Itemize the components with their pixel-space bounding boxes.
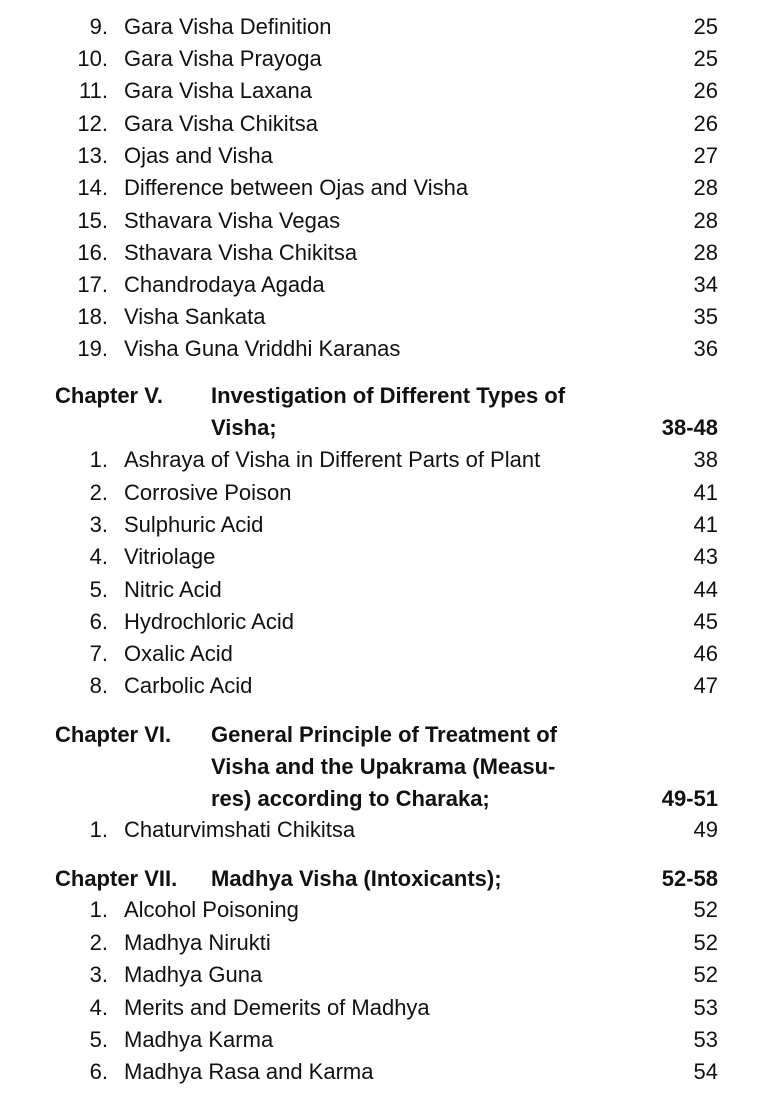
entry-number: 7. [89,641,108,666]
chapter-label: Chapter VII. [55,866,178,891]
toc-entry [0,11,780,43]
entry-page: 25 [693,46,718,71]
entry-title: Sthavara Visha Chikitsa [124,240,358,265]
toc-entry [0,108,780,140]
entry-title: Madhya Guna [124,962,263,987]
entry-page: 54 [693,1059,718,1084]
toc-entry [0,606,780,638]
entry-number: 4. [89,995,108,1020]
toc-entry [0,814,780,846]
entry-page: 28 [693,175,718,200]
entry-number: 4. [89,544,108,569]
toc-entry [0,477,780,509]
chapter-heading [0,380,780,412]
entry-page: 52 [693,930,718,955]
toc-entry [0,140,780,172]
entry-title: Chaturvimshati Chikitsa [124,817,356,842]
toc-entry [0,959,780,991]
entry-number: 17. [77,272,108,297]
entry-number: 1. [89,897,108,922]
entry-number: 3. [89,962,108,987]
entry-number: 19. [77,336,108,361]
toc-entry [0,205,780,237]
toc-entry [0,444,780,476]
entry-number: 10. [77,46,108,71]
chapter-pages: 52-58 [661,866,718,891]
entry-number: 14. [77,175,108,200]
toc-entry [0,43,780,75]
entry-title: Alcohol Poisoning [124,897,299,922]
entry-page: 35 [693,304,718,329]
entry-title: Gara Visha Laxana [124,78,312,103]
entry-number: 1. [89,447,108,472]
entry-page: 25 [693,14,718,39]
entry-title: Gara Visha Definition [124,14,332,39]
entry-page: 26 [693,78,718,103]
entry-title: Nitric Acid [124,577,222,602]
chapter-heading-cont [0,783,780,815]
chapter-title: res) according to Charaka; [211,786,490,811]
entry-page: 46 [693,641,718,666]
chapter-heading-cont [0,751,780,783]
chapter-title: Visha; [211,415,277,440]
chapter-heading [0,719,780,751]
toc-entry [0,927,780,959]
entry-title: Madhya Karma [124,1027,274,1052]
entry-page: 43 [693,544,718,569]
entry-page: 45 [693,609,718,634]
entry-title: Oxalic Acid [124,641,233,666]
toc-entry [0,237,780,269]
entry-title: Sulphuric Acid [124,512,264,537]
entry-title: Hydrochloric Acid [124,609,294,634]
entry-title: Ojas and Visha [124,143,273,168]
chapter-heading [0,863,780,895]
chapter-title: General Principle of Treatment of [211,722,557,747]
entry-number: 15. [77,208,108,233]
entry-page: 52 [693,897,718,922]
entry-title: Visha Sankata [124,304,266,329]
toc-entry [0,1056,780,1088]
toc-entry [0,172,780,204]
toc-entry [0,1024,780,1056]
entry-title: Vitriolage [124,544,216,569]
toc-entry [0,992,780,1024]
entry-title: Chandrodaya Agada [124,272,325,297]
chapter-label: Chapter V. [55,383,164,408]
entry-page: 38 [693,447,718,472]
chapter-title: Madhya Visha (Intoxicants); [211,866,502,891]
entry-title: Carbolic Acid [124,673,253,698]
toc-entry [0,333,780,365]
entry-number: 11. [79,78,108,103]
entry-page: 53 [693,995,718,1020]
entry-number: 8. [89,673,108,698]
entry-number: 2. [89,480,108,505]
entry-number: 5. [89,1027,108,1052]
chapter-label: Chapter VI. [55,722,172,747]
toc-entry [0,75,780,107]
toc-entry [0,574,780,606]
entry-title: Ashraya of Visha in Different Parts of Plant [124,447,541,472]
entry-number: 16. [77,240,108,265]
entry-title: Merits and Demerits of Madhya [124,995,430,1020]
entry-page: 26 [693,111,718,136]
entry-page: 47 [693,673,718,698]
chapter-pages: 49-51 [661,786,718,811]
entry-page: 28 [693,240,718,265]
entry-number: 3. [89,512,108,537]
toc-entry [0,301,780,333]
toc-entry [0,541,780,573]
entry-number: 2. [89,930,108,955]
entry-title: Madhya Rasa and Karma [124,1059,374,1084]
chapter-title: Visha and the Upakrama (Measu- [211,754,556,779]
entry-number: 12. [77,111,108,136]
entry-title: Madhya Nirukti [124,930,271,955]
chapter-pages: 38-48 [661,415,718,440]
entry-page: 28 [693,208,718,233]
entry-number: 6. [89,609,108,634]
toc-entry [0,509,780,541]
entry-page: 41 [693,512,718,537]
entry-page: 27 [693,143,718,168]
entry-number: 1. [89,817,108,842]
entry-title: Visha Guna Vriddhi Karanas [124,336,401,361]
toc-entry [0,670,780,702]
entry-number: 6. [89,1059,108,1084]
entry-number: 13. [77,143,108,168]
toc-entry [0,894,780,926]
entry-title: Sthavara Visha Vegas [124,208,341,233]
entry-title: Corrosive Poison [124,480,292,505]
entry-page: 52 [693,962,718,987]
entry-title: Gara Visha Chikitsa [124,111,319,136]
entry-title: Difference between Ojas and Visha [124,175,469,200]
entry-page: 49 [693,817,718,842]
entry-page: 34 [693,272,718,297]
entry-number: 18. [77,304,108,329]
entry-page: 53 [693,1027,718,1052]
chapter-heading-cont [0,412,780,444]
entry-page: 44 [693,577,718,602]
toc-entry [0,638,780,670]
entry-page: 36 [693,336,718,361]
toc-entry [0,269,780,301]
entry-title: Gara Visha Prayoga [124,46,322,71]
chapter-title: Investigation of Different Types of [211,383,566,408]
entry-page: 41 [693,480,718,505]
entry-number: 5. [89,577,108,602]
entry-number: 9. [89,14,108,39]
